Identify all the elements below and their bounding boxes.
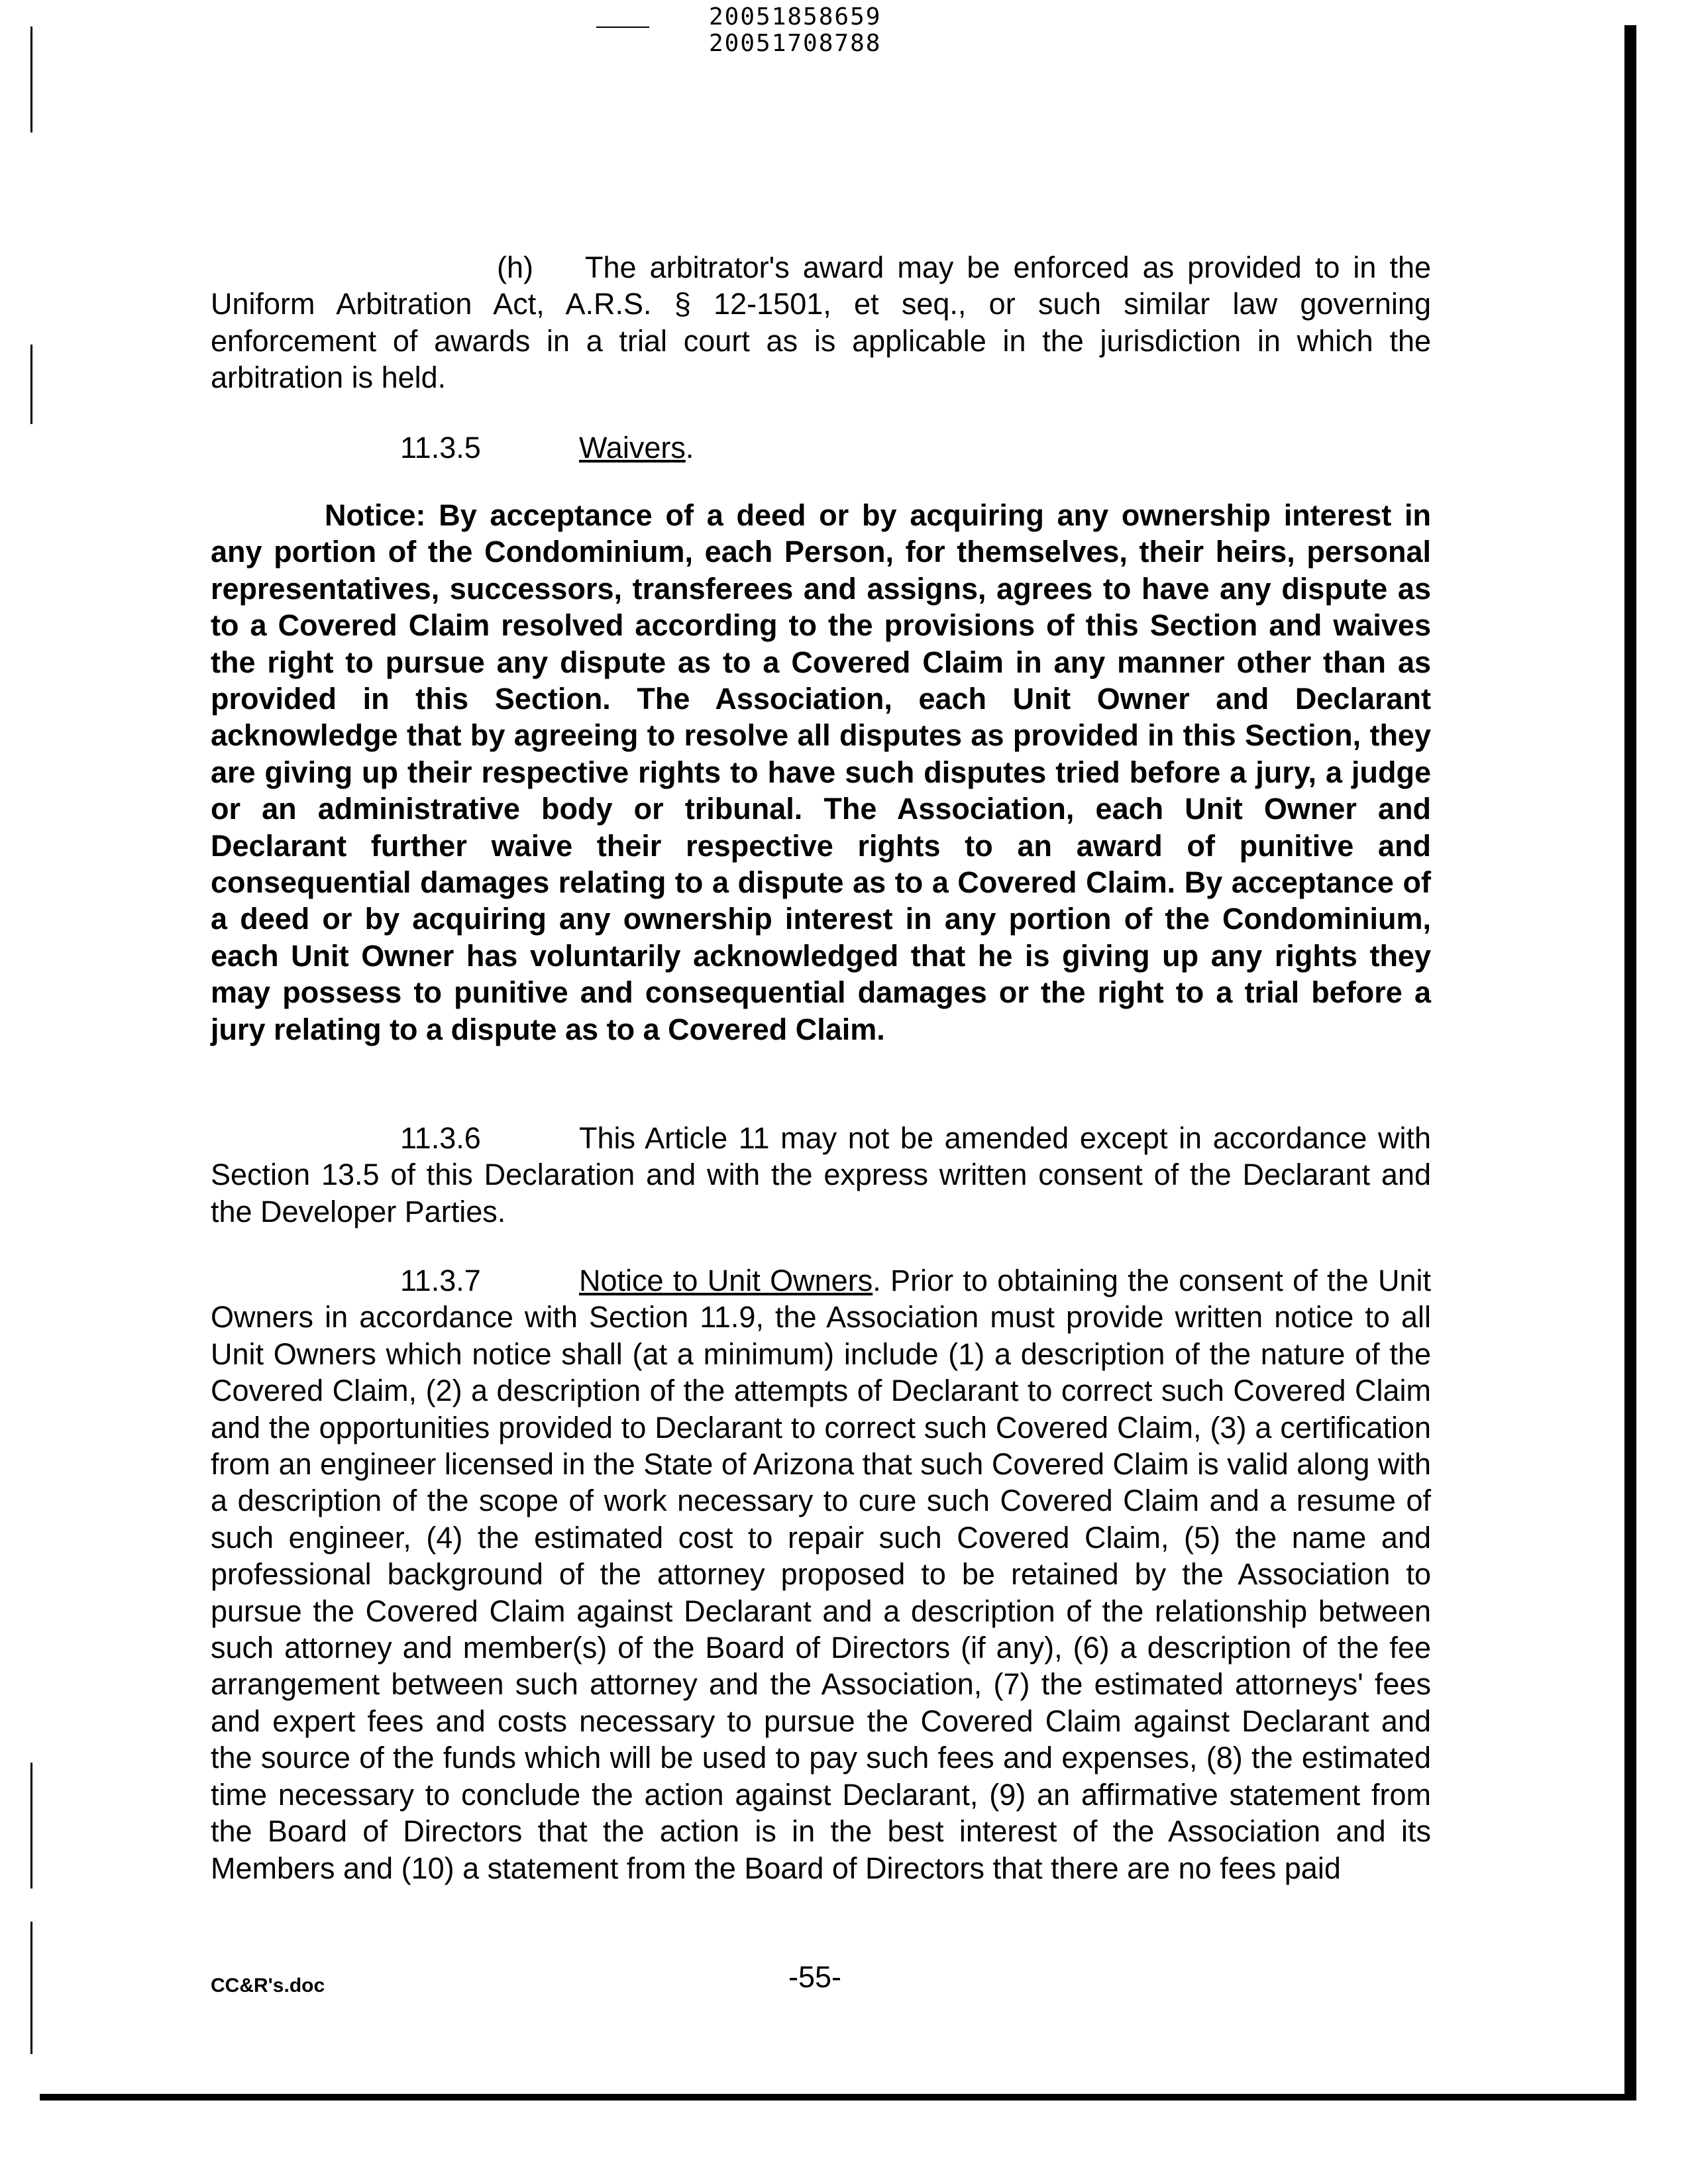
- section-11-3-7-text: . Prior to obtaining the consent of the Unit Owners in accordance with Section 11.9, the Association must provide written notice to all Unit Owners which notice shall (at a minimum) include (1) a description of the nature of the Covered Claim, (2) a description of the attempts of Declarant to correct such Covered Claim and the opportunities provided to Declarant to correct such Covered Claim, (3) a certification from an engineer licensed in the State of Arizona that such Covered Claim is valid along with a description of the scope of work necessary to cure such Covered Claim and a resume of such engineer, (4) the estimated cost to repair such Covered Claim, (5) the name and professional background of the attorney proposed to be retained by the Association to pursue the Covered Claim against Declarant and a description of the relationship between such attorney and member(s) of the Board of Directors (if any), (6) a description of the fee arrangement between such attorney and the Association, (7) the estimated attorneys' fees and expert fees and costs necessary to pursue the Covered Claim against Declarant and the source of the funds which will be used to pay such fees and expenses, (8) the estimated time necessary to conclude the action against Declarant, (9) an affirmative statement from the Board of Directors that the action is in the best interest of the Association and its Members and (10) a statement from the Board of Directors that there are no fees paid: [211, 1264, 1431, 1885]
- section-number: 11.3.5: [400, 431, 481, 464]
- scan-border-left: [30, 1763, 32, 1888]
- scan-border-left: [30, 1922, 32, 2054]
- paragraph-h-label: (h): [497, 250, 533, 284]
- footer-page-number: -55-: [788, 1960, 842, 1994]
- scan-border-right: [1624, 25, 1636, 2099]
- paragraph-h-text: The arbitrator's award may be enforced as provided to in the Uniform Arbitration Act, A.R.S. § 12-1501, et seq., or such similar law governing enforcement of awards in a trial court as is applicable in the jurisdiction in which the arbitration is held.: [211, 250, 1431, 395]
- section-number: 11.3.7: [400, 1264, 481, 1297]
- section-11-3-7-title: Notice to Unit Owners: [579, 1264, 873, 1297]
- section-11-3-7: [211, 1262, 1431, 1886]
- notice-text: Notice: By acceptance of a deed or by acquiring any ownership interest in any portion of the Condominium, each Person, for themselves, their heirs, personal representatives, successors, transferees and assigns, agrees to have any dispute as to a Covered Claim resolved according to the provisions of this Section and waives the right to pursue any dispute as to a Covered Claim in any manner other than as provided in this Section. The Association, each Unit Owner and Declarant acknowledge that by agreeing to resolve all disputes as provided in this Section, they are giving up their respective rights to have such disputes tried before a jury, a judge or an administrative body or tribunal. The Association, each Unit Owner and Declarant further waive their respective rights to an award of punitive and consequential damages relating to a dispute as to a Covered Claim. By acceptance of a deed or by acquiring any ownership interest in any portion of the Condominium, each Unit Owner has voluntarily acknowledged that he is giving up any rights they may possess to punitive and consequential damages or the right to a trial before a jury relating to a dispute as to a Covered Claim.: [211, 498, 1431, 1046]
- recording-number-1: 20051858659: [709, 3, 882, 30]
- paragraph-h: [211, 249, 1431, 396]
- section-11-3-5-heading: [400, 429, 694, 466]
- section-title: Waivers: [579, 431, 686, 464]
- footer-document-name: CC&R's.doc: [211, 1975, 325, 1996]
- section-title-suffix: .: [685, 431, 694, 464]
- section-number: 11.3.6: [400, 1121, 481, 1155]
- notice-paragraph: [211, 497, 1431, 1048]
- recording-number-2: 20051708788: [709, 30, 882, 57]
- header-dash: [596, 27, 649, 28]
- section-11-3-6-text: This Article 11 may not be amended except in accordance with Section 13.5 of this Declaration and with the express written consent of the Declarant and the Developer Parties.: [211, 1121, 1431, 1228]
- section-11-3-6: [211, 1120, 1431, 1230]
- scan-border-bottom: [40, 2094, 1636, 2101]
- recording-numbers: [709, 4, 881, 57]
- scan-border-left: [30, 27, 32, 133]
- scan-border-left: [30, 345, 32, 424]
